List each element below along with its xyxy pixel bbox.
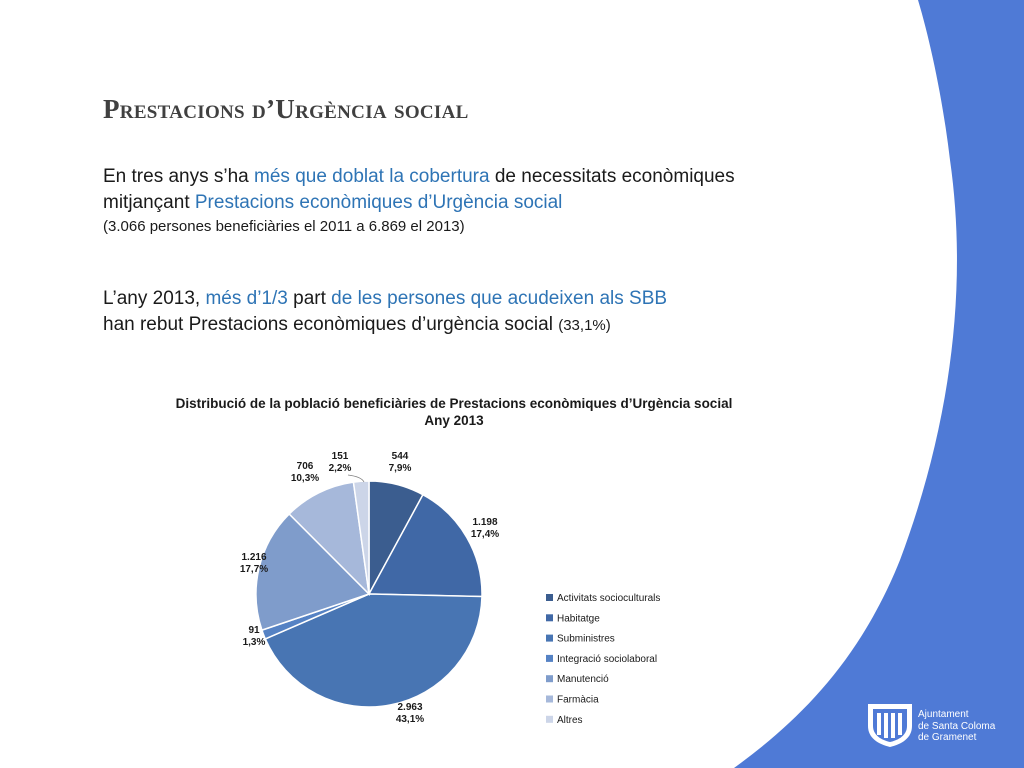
text-segment: mitjançant xyxy=(103,192,195,213)
legend-swatch xyxy=(546,696,553,703)
legend-swatch xyxy=(546,635,553,642)
share-line-2 xyxy=(103,312,667,338)
data-label-value: 1.198 xyxy=(472,517,498,528)
data-label-value: 2.963 xyxy=(397,702,423,713)
legend-label: Activitats socioculturals xyxy=(557,593,661,604)
logo-text xyxy=(918,709,995,744)
legend-swatch xyxy=(546,675,553,682)
data-label-value: 706 xyxy=(296,461,314,472)
legend-label: Manutenció xyxy=(557,674,609,686)
paragraph-coverage xyxy=(103,164,735,238)
highlight-text: més d’1/3 xyxy=(205,288,288,309)
shield-icon xyxy=(868,704,912,747)
data-label-percent: 7,9% xyxy=(388,463,412,474)
data-label-percent: 17,4% xyxy=(470,529,500,540)
data-label-percent: 17,7% xyxy=(239,564,269,575)
chart-title: Distribució de la població beneficiàries de Prestacions econòmiques d’Urgència social xyxy=(175,396,733,411)
chart-subtitle: Any 2013 xyxy=(424,413,484,428)
page-title: Prestacions d’Urgència social xyxy=(103,94,469,124)
data-label-value: 91 xyxy=(248,625,260,636)
legend-label: Altres xyxy=(557,714,583,726)
highlight-text: de les persones que acudeixen als SBB xyxy=(331,288,668,309)
data-label-percent: 2,2% xyxy=(328,463,352,474)
highlight-text: Prestacions econòmiques d’Urgència social xyxy=(194,192,563,213)
text-segment: L’any 2013, xyxy=(103,288,206,309)
legend-label: Subministres xyxy=(557,633,615,645)
data-label-value: 151 xyxy=(331,451,349,462)
legend-swatch xyxy=(546,655,553,662)
paragraph-share xyxy=(103,286,667,338)
coverage-line-2 xyxy=(103,190,735,216)
pie-slices xyxy=(256,481,482,707)
legend-swatch xyxy=(546,594,553,601)
data-label-percent: 43,1% xyxy=(395,714,425,725)
share-line-1 xyxy=(103,286,667,312)
chart-legend xyxy=(546,593,660,726)
text-segment: part xyxy=(287,288,332,309)
legend-swatch xyxy=(546,614,553,621)
text-segment: de necessitats econòmiques xyxy=(489,166,735,187)
data-label-value: 544 xyxy=(391,451,409,462)
legend-swatch xyxy=(546,716,553,723)
legend-label: Farmàcia xyxy=(557,694,599,706)
data-label-value: 1.216 xyxy=(241,552,267,563)
text-segment: han rebut Prestacions econòmiques d’urgència social xyxy=(103,314,559,335)
coverage-note: (3.066 persones beneficiàries el 2011 a 6.869 el 2013) xyxy=(103,218,465,235)
text-segment: En tres anys s’ha xyxy=(103,166,255,187)
percentage-note: (33,1%) xyxy=(558,317,611,334)
data-label-percent: 10,3% xyxy=(290,473,320,484)
blue-wave-shape xyxy=(734,0,1024,768)
logo-line-2: de Santa Coloma xyxy=(918,720,996,732)
highlight-text: més que doblat la cobertura xyxy=(254,166,490,187)
data-label-percent: 1,3% xyxy=(242,637,266,648)
coverage-line-1 xyxy=(103,164,735,190)
legend-label: Habitatge xyxy=(557,613,600,625)
legend-label: Integració sociolaboral xyxy=(557,653,658,665)
logo-line-1: Ajuntament xyxy=(918,709,969,720)
logo-line-3: de Gramenet xyxy=(918,732,977,743)
pie-chart xyxy=(150,380,770,768)
